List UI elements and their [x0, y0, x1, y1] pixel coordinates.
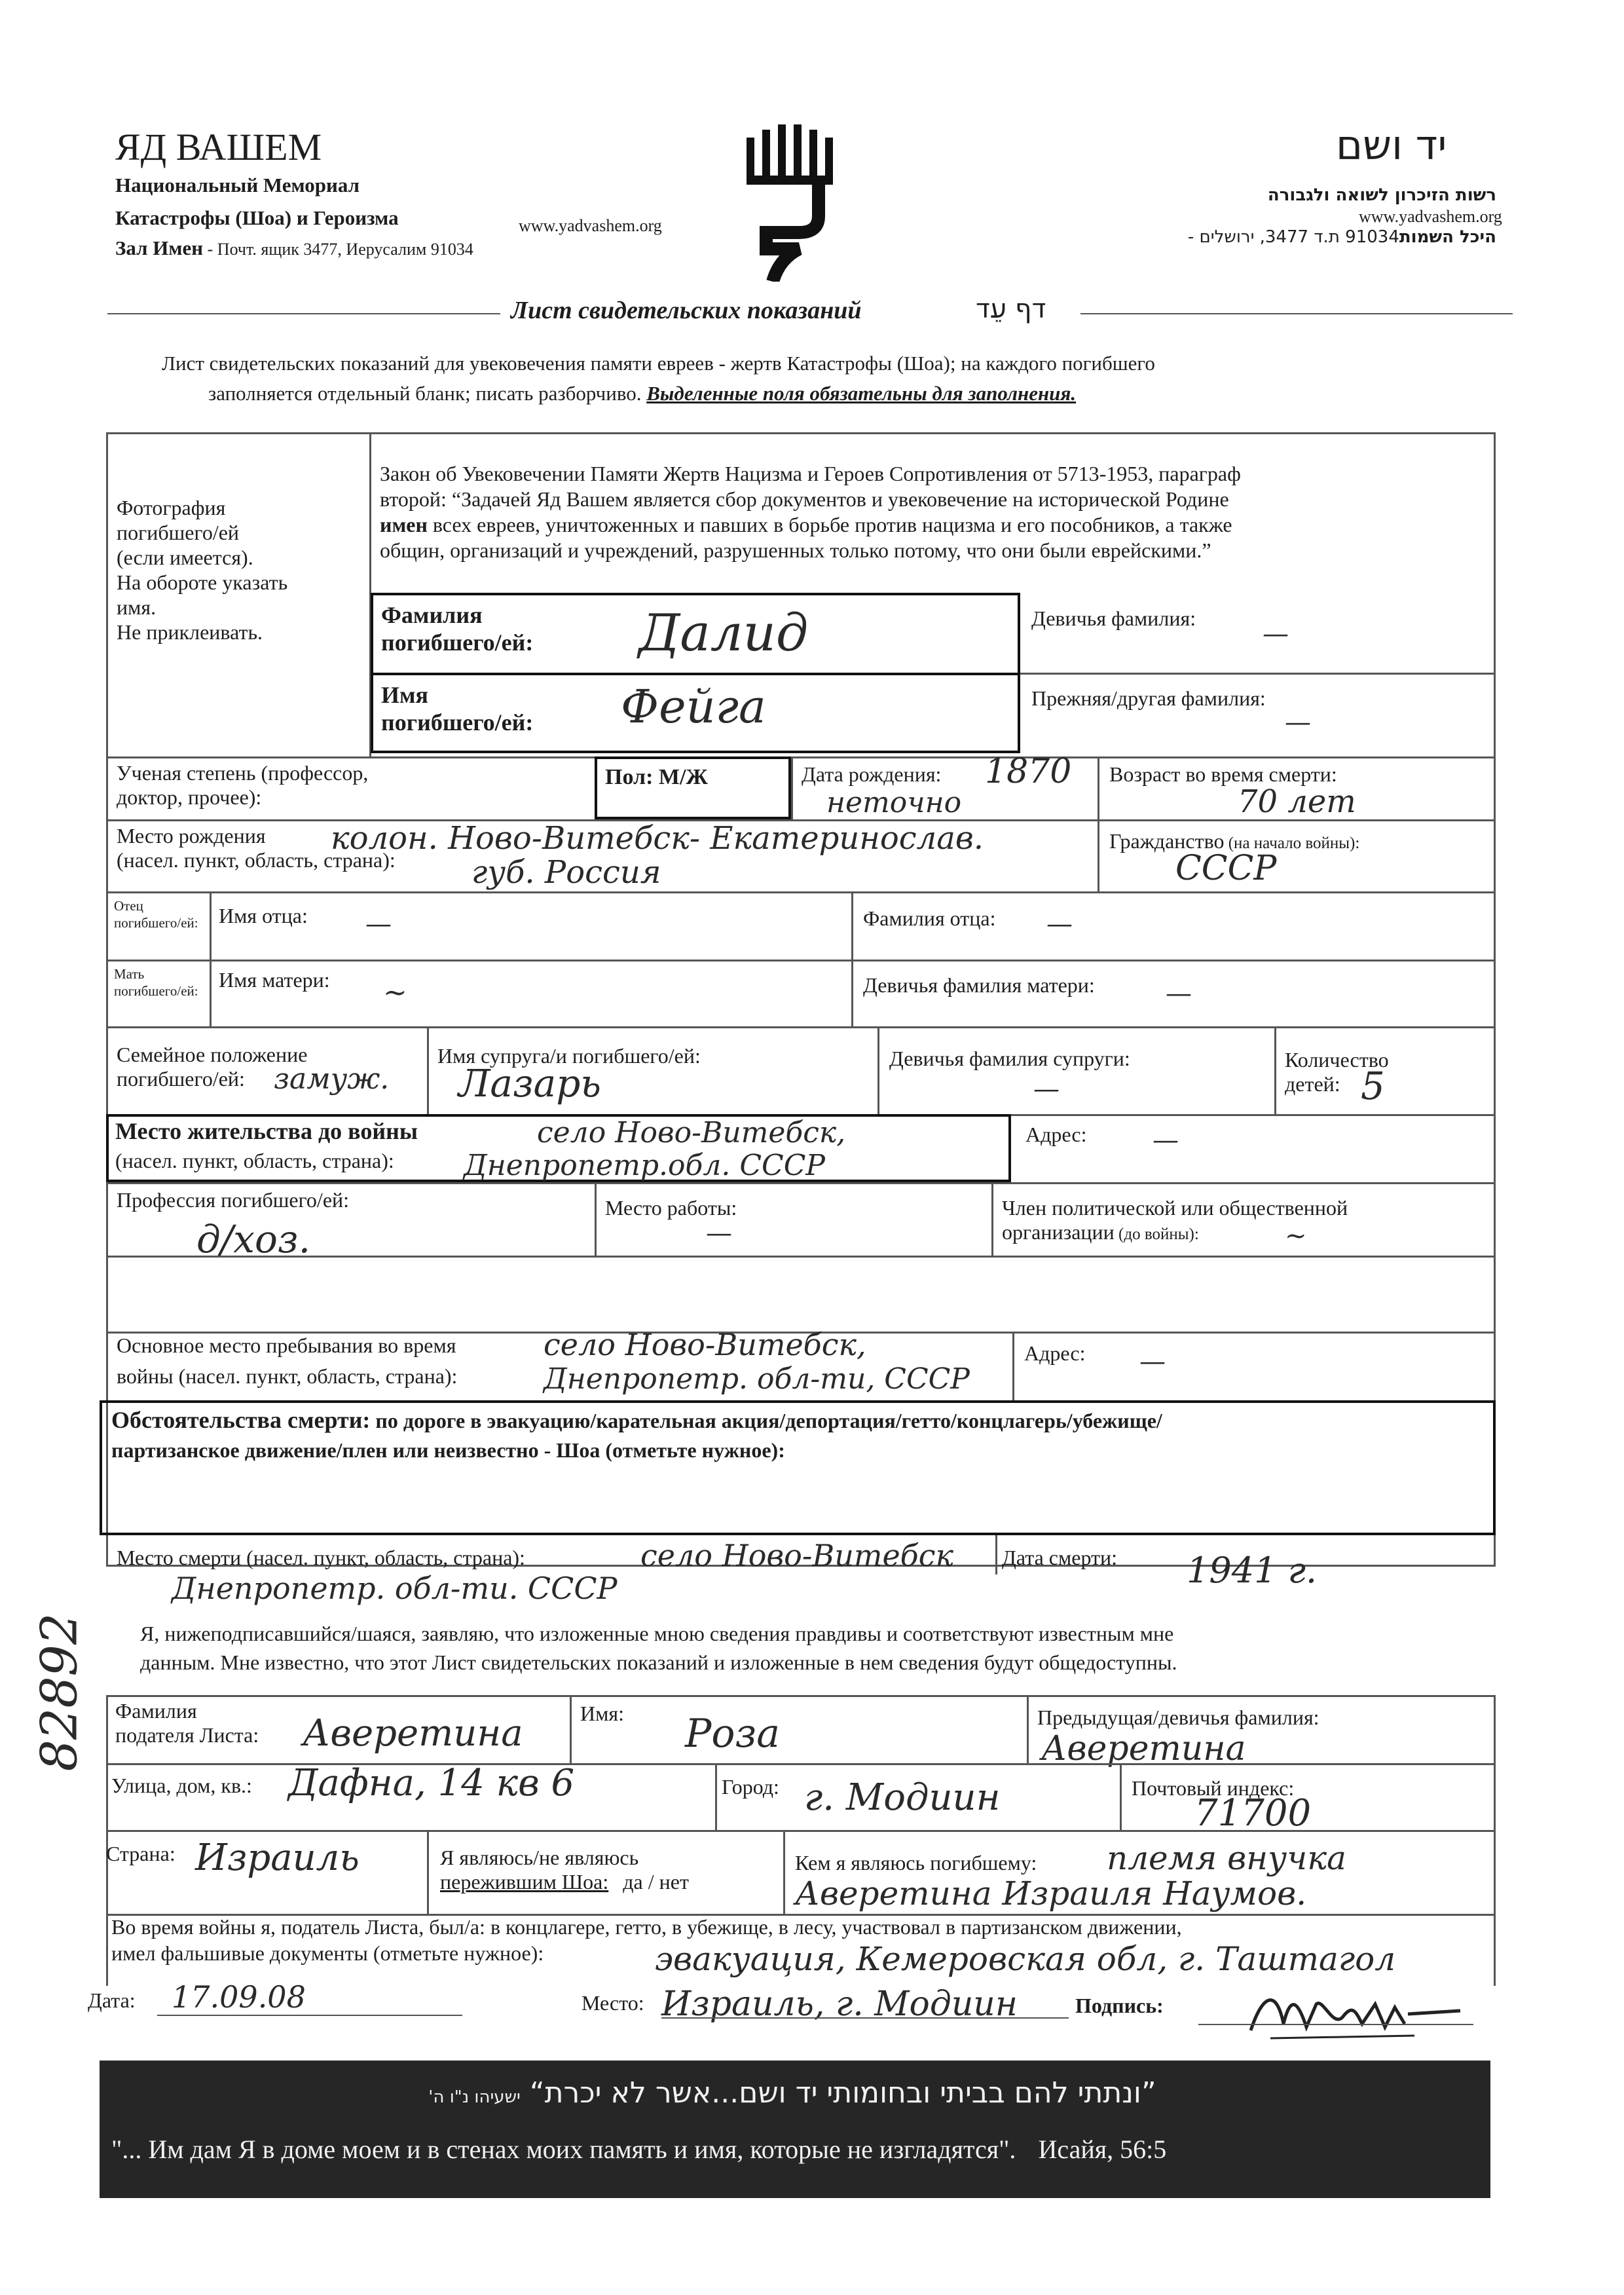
age-value[interactable]: 70 лет — [1238, 783, 1356, 820]
photo-label-2: погибшего/ей — [117, 521, 240, 544]
birth-divider — [791, 756, 793, 819]
war-label-1: Во время войны я, податель Листа, был/а: в концлагере, гетто, в убежище, в лесу, участвовал в партизанском движении, — [111, 1915, 1182, 1939]
survivor-label — [440, 1846, 689, 1894]
family-status-value[interactable]: замуж. — [274, 1062, 390, 1096]
degree-label — [117, 761, 368, 810]
parents-side-divider — [210, 891, 212, 1026]
street-value[interactable]: Дафна, 14 кв 6 — [288, 1762, 575, 1804]
submitter-name-divider — [570, 1695, 572, 1763]
hall-he — [1153, 225, 1496, 250]
children-label-1: Количество — [1285, 1048, 1389, 1072]
citizenship-label-text: Гражданство — [1109, 829, 1225, 853]
father-surname-label: Фамилия отца: — [863, 906, 996, 930]
circumstances-line-1 — [111, 1408, 1162, 1433]
spouse-maiden-label: Девичья фамилия супруги: — [889, 1047, 1130, 1070]
footer-quote-ru-text: "... Им дам Я в доме моем и в стенах моих память и имя, которые не изгладятся". — [111, 2135, 1016, 2164]
hall-address: - Почт. ящик 3477, Иерусалим 91034 — [203, 240, 473, 259]
hall-he-address: 91034 ת.ד 3477, ירושלים - — [1187, 227, 1399, 247]
birthplace-label-1: Место рождения — [117, 824, 266, 848]
org-subtitle2: Катастрофы (Шоа) и Героизма — [115, 206, 399, 229]
signature-label: Подпись: — [1075, 1994, 1164, 2017]
spouse-divider — [427, 1026, 429, 1114]
photo-label-4: На обороте указать — [117, 570, 288, 594]
country-value[interactable]: Израиль — [195, 1837, 360, 1879]
spouse-maiden-value[interactable]: — — [1033, 1074, 1060, 1104]
survivor-options[interactable]: да / нет — [623, 1870, 689, 1894]
maiden-label: Девичья фамилия: — [1031, 606, 1196, 630]
birthplace-value-2[interactable]: губ. Россия — [471, 854, 661, 891]
row-line-a — [106, 756, 1496, 758]
wartime-address-divider — [1012, 1332, 1014, 1400]
war-label-2: имел фальшивые документы (отметьте нужное): — [111, 1941, 544, 1965]
residence-address-value[interactable]: — — [1153, 1125, 1179, 1155]
footer-quote-he-text: ”ונתתי להם בביתי ובחומותי יד ושם...אשר לא יכרת“ — [529, 2076, 1156, 2110]
org-website: www.yadvashem.org — [519, 216, 662, 235]
footer-quote-ru — [111, 2134, 1166, 2165]
spouse-value[interactable]: Лазарь — [458, 1061, 601, 1106]
title-rule-right — [1080, 313, 1513, 314]
submitter-prev-divider — [1027, 1695, 1029, 1763]
victim-surname-value[interactable]: Далид — [638, 604, 809, 663]
signature-icon[interactable] — [1244, 1978, 1480, 2043]
maiden-row-line — [1020, 673, 1496, 675]
birthplace-label-2: (насел. пункт, область, страна): — [117, 848, 396, 872]
residence-label-2: (насел. пункт, область, страна): — [115, 1149, 394, 1172]
law-line-4: общин, организаций и учреждений, разрушенных только потому, что они были еврейскими.” — [380, 538, 1211, 562]
survivor-label-2: пережившим Шоа: — [440, 1870, 609, 1894]
spouse-maiden-divider — [877, 1026, 879, 1114]
age-label: Возраст во время смерти: — [1109, 762, 1337, 786]
citizenship-divider — [1098, 819, 1099, 891]
prev-surname-label: Прежняя/другая фамилия: — [1031, 686, 1266, 710]
work-divider — [595, 1182, 597, 1256]
photo-label-1: Фотография — [117, 496, 226, 519]
wartime-label-1: Основное место пребывания во время — [117, 1334, 456, 1357]
law-line-1: Закон об Увековечении Памяти Жертв Нацизма и Героев Сопротивления от 5713-1953, параграф — [380, 462, 1241, 485]
hall-he-bold: היכל השמות — [1399, 227, 1496, 247]
spouse-label: Имя супруга/и погибшего/ей: — [437, 1044, 701, 1068]
form-title-ru: Лист свидетельских показаний — [511, 297, 862, 324]
submitter-prev-value[interactable]: Аверетина — [1041, 1729, 1246, 1768]
row-line-c — [106, 891, 1496, 893]
father-surname-divider — [851, 891, 853, 1026]
death-date-divider — [995, 1535, 997, 1575]
org-title-ru: ЯД ВАШЕМ — [115, 126, 322, 168]
wartime-value-1[interactable]: село Ново-Витебск, — [544, 1327, 866, 1362]
surname-label-1: Фамилия — [381, 602, 483, 628]
relation-value-1[interactable]: племя внучка — [1107, 1839, 1346, 1877]
country-label: Страна: — [106, 1842, 175, 1865]
residence-address-label: Адрес: — [1025, 1123, 1087, 1146]
submitter-surname-value[interactable]: Аверетина — [303, 1712, 523, 1755]
law-line-3 — [380, 512, 1241, 538]
street-label: Улица, дом, кв.: — [111, 1774, 252, 1797]
submitter-name-value[interactable]: Роза — [685, 1711, 780, 1757]
hall-of-names — [115, 236, 473, 261]
submitter-surname-label-2: подателя Листа: — [115, 1723, 259, 1747]
hall-name: Зал Имен — [115, 236, 204, 259]
family-status-label-2: погибшего/ей: — [117, 1067, 245, 1091]
photo-label — [117, 495, 287, 644]
profession-value[interactable]: д/хоз. — [196, 1217, 310, 1261]
row-line-g — [106, 1182, 1496, 1184]
circumstances-options-1: по дороге в эвакуацию/карательная акция/депортация/гетто/концлагерь/убежище/ — [370, 1409, 1162, 1432]
photo-label-6: Не приклеивать. — [117, 620, 263, 644]
city-value[interactable]: г. Модиин — [804, 1776, 1001, 1819]
death-place-value-1[interactable]: село Ново-Витебск — [640, 1538, 953, 1573]
wartime-label-2: войны (насел. пункт, область, страна): — [117, 1364, 458, 1388]
law-text — [380, 461, 1241, 563]
father-name-label: Имя отца: — [219, 904, 308, 927]
member-label-1: Член политической или общественной — [1002, 1196, 1348, 1220]
degree-label-1: Ученая степень (профессор, — [117, 761, 369, 785]
submitter-prev-label: Предыдущая/девичья фамилия: — [1037, 1706, 1320, 1729]
row-line-h — [106, 1256, 1496, 1258]
death-place-label: Место смерти (насел. пункт, область, страна): — [117, 1546, 525, 1569]
submitter-surname-label — [115, 1699, 259, 1747]
name-label — [381, 681, 533, 736]
submitter-name-label: Имя: — [580, 1702, 624, 1725]
surname-label-2: погибшего/ей: — [381, 629, 534, 656]
wartime-address-label: Адрес: — [1024, 1341, 1086, 1365]
intro-line1: Лист свидетельских показаний для увековечения памяти евреев - жертв Катастрофы (Шоа); на каждого погибшего — [162, 352, 1155, 375]
footer-quote-ru-source: Исайя, 56:5 — [1038, 2135, 1167, 2164]
birthplace-value-1[interactable]: колон. Ново-Витебск- Екатеринослав. — [331, 820, 984, 857]
degree-label-2: доктор, прочее): — [117, 785, 262, 809]
mother-side-label: Мать погибшего/ей: — [114, 966, 198, 999]
wartime-address-value[interactable]: — — [1139, 1347, 1166, 1377]
member-divider — [991, 1182, 993, 1256]
circumstances-label: Обстоятельства смерти: — [111, 1407, 371, 1433]
member-value[interactable]: ~ — [1285, 1221, 1307, 1251]
children-label-2: детей: — [1285, 1072, 1340, 1096]
war-value[interactable]: эвакуация, Кемеровская обл, г. Таштагол — [655, 1940, 1396, 1978]
footer-quote-he-source: ישעיהו נ"ו ה' — [428, 2087, 521, 2107]
org-subtitle1: Национальный Мемориал — [115, 174, 360, 196]
org-subtitle-he: רשות הזיכרון לשואה ולגבורה — [1267, 185, 1496, 205]
city-divider — [715, 1763, 717, 1830]
photo-label-5: имя. — [117, 595, 157, 619]
relation-divider — [783, 1830, 785, 1914]
children-divider — [1274, 1026, 1276, 1114]
mother-maiden-value[interactable]: — — [1166, 979, 1192, 1009]
yad-vashem-logo-icon — [740, 118, 838, 282]
name-label-1: Имя — [381, 682, 428, 708]
row-line-d — [106, 960, 1496, 961]
survivor-label-2-line — [440, 1870, 689, 1894]
zip-divider — [1120, 1763, 1122, 1830]
law-line-3-text: всех евреев, уничтоженных и павших в борьбе против нацизма и его пособников, а также — [427, 513, 1232, 536]
father-name-value[interactable]: — — [365, 909, 392, 939]
form-title-he: דף עֵד — [976, 294, 1046, 324]
father-surname-value[interactable]: — — [1046, 909, 1073, 939]
city-label: Город: — [722, 1775, 779, 1799]
intro-required-note: Выделенные поля обязательны для заполнения. — [646, 382, 1077, 405]
org-title-he: יד ושם — [1336, 121, 1447, 169]
death-date-label: Дата смерти: — [1002, 1546, 1118, 1569]
work-label: Место работы: — [605, 1196, 737, 1220]
zip-label: Почтовый индекс: — [1132, 1776, 1295, 1800]
relation-value-2[interactable]: Аверетина Израиля Наумов. — [795, 1875, 1307, 1912]
birth-label: Дата рождения: — [802, 762, 942, 786]
victim-name-value[interactable]: Фейга — [621, 680, 766, 734]
relation-label: Кем я являюсь погибшему: — [795, 1851, 1037, 1875]
citizenship-value[interactable]: СССР — [1175, 849, 1277, 888]
birth-note[interactable]: неточно — [826, 786, 962, 819]
mother-name-value[interactable]: ~ — [383, 976, 407, 1009]
submitter-row-b — [106, 1830, 1496, 1832]
declaration-line-2: данным. Мне известно, что этот Лист свидетельских показаний и изложенные в нем сведения будут общедоступны. — [140, 1651, 1177, 1674]
sex-label: Пол: М/Ж — [605, 765, 709, 789]
survivor-divider — [427, 1830, 429, 1914]
citizenship-note: (на начало войны): — [1224, 834, 1360, 852]
work-value[interactable]: — — [706, 1218, 732, 1248]
member-label-2: организации — [1002, 1220, 1115, 1244]
intro-line2-text: заполняется отдельный бланк; писать разборчиво. — [208, 382, 642, 405]
footer-quote-he — [249, 2076, 1336, 2114]
father-side-label: Отец погибшего/ей: — [114, 898, 198, 931]
name-label-2: погибшего/ей: — [381, 709, 534, 736]
intro-line2 — [208, 381, 1076, 405]
date-underline — [157, 2015, 462, 2016]
wartime-value-2[interactable]: Днепропетр. обл-ти, СССР — [544, 1362, 970, 1396]
residence-label-1: Место жительства до войны — [115, 1118, 418, 1144]
children-value[interactable]: 5 — [1361, 1064, 1385, 1108]
age-divider — [1098, 756, 1099, 819]
circumstances-options-2: партизанское движение/плен или неизвестно - Шоа (отметьте нужное): — [111, 1438, 785, 1462]
survivor-label-1: Я являюсь/не являюсь — [440, 1846, 639, 1869]
row-line-e — [106, 1026, 1496, 1028]
residence-value-2[interactable]: Днепропетр.обл. СССР — [464, 1149, 825, 1182]
death-date-value[interactable]: 1941 г. — [1187, 1550, 1318, 1591]
mother-maiden-label: Девичья фамилия матери: — [863, 973, 1095, 997]
surname-label — [381, 601, 533, 656]
place-value[interactable]: Израиль, г. Модиин — [661, 1985, 1018, 2024]
member-note: (до войны): — [1114, 1225, 1199, 1243]
residence-value-1[interactable]: село Ново-Витебск, — [537, 1116, 846, 1149]
profession-label: Профессия погибшего/ей: — [117, 1188, 350, 1212]
declaration-line-1: Я, нижеподписавшийся/шаяся, заявляю, что изложенные мною сведения правдивы и соответствуют известным мне — [140, 1622, 1174, 1645]
death-place-value-2[interactable]: Днепропетр. обл-ти. СССР — [172, 1571, 618, 1606]
prev-surname-value[interactable]: — — [1285, 707, 1311, 737]
law-bold-names: имен — [380, 513, 428, 536]
date-label: Дата: — [88, 1988, 136, 2012]
maiden-value[interactable]: — — [1263, 619, 1289, 649]
signature-underline — [1198, 2024, 1473, 2025]
date-value[interactable]: 17.09.08 — [172, 1979, 306, 2015]
place-underline — [661, 2017, 1069, 2019]
law-line-2: второй: “Задачей Яд Вашем является сбор документов и увековечение на исторической Родине — [380, 487, 1229, 511]
place-label: Место: — [581, 1991, 644, 2015]
birth-value[interactable]: 1870 — [985, 752, 1072, 791]
mother-name-label: Имя матери: — [219, 968, 330, 992]
org-website-he: www.yadvashem.org — [1359, 207, 1502, 226]
submitter-surname-label-1: Фамилия — [115, 1699, 197, 1723]
zip-value[interactable]: 71700 — [1194, 1792, 1312, 1835]
family-status-label-1: Семейное положение — [117, 1043, 308, 1066]
margin-archive-number: 82892 — [29, 1613, 88, 1772]
wartime-label — [117, 1334, 457, 1389]
title-rule-left — [107, 313, 500, 314]
victim-name-divider — [371, 673, 1020, 675]
photo-label-3: (если имеется). — [117, 546, 253, 569]
